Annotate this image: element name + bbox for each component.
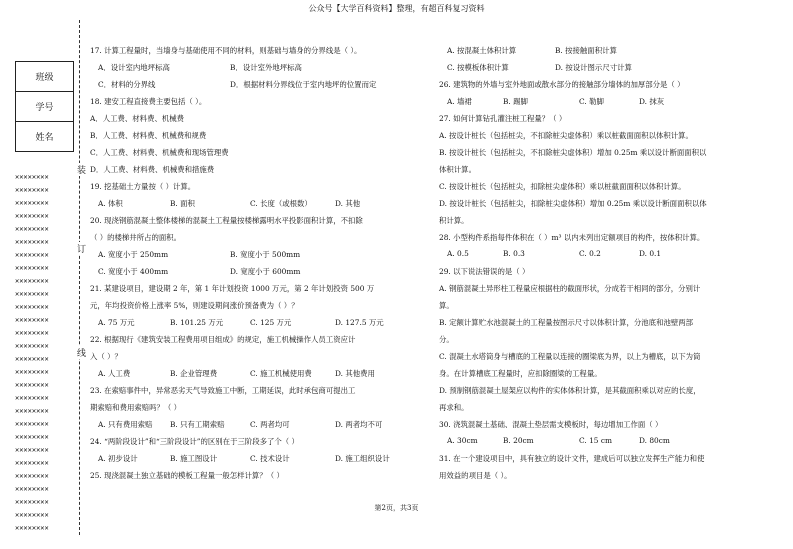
- question-line: 30. 浇筑混凝土基础、混凝土垫层需支模板时，每边增加工作面（ ）: [439, 420, 663, 429]
- answer-option: C. 两者均可: [250, 420, 290, 429]
- answer-option: A. 初步设计: [98, 454, 138, 463]
- question-line: 25. 现浇混凝土独立基础的模板工程量一般怎样计算？（ ）: [90, 471, 284, 480]
- answer-option: B. 面积: [170, 199, 195, 208]
- answer-option: C. 按模板体积计算: [447, 63, 509, 72]
- answer-option: B. 只有工期索赔: [170, 420, 225, 429]
- answer-option: C. 15 cm: [579, 436, 612, 445]
- question-line: 18. 建安工程直接费主要包括（ ）。: [90, 97, 207, 106]
- question-line: 26. 建筑物的外墙与室外地面或散水部分的接触部分墙体的加厚部分是（ ）: [439, 80, 685, 89]
- question-line: 22. 根据现行《建筑安装工程费用项目组成》的规定，施工机械操作人员工资应计: [90, 335, 356, 344]
- answer-option: C. 125 万元: [250, 318, 292, 327]
- answer-option: D. 宽度小于 600mm: [230, 267, 301, 276]
- answer-option: A. 30cm: [447, 436, 478, 445]
- answer-option: D. 80cm: [639, 436, 670, 445]
- answer-option: B. 按接触面积计算: [555, 46, 617, 55]
- answer-option: D. 施工组织设计: [335, 454, 390, 463]
- question-line: 入（ ）？: [90, 352, 122, 361]
- answer-option: D. 抹灰: [639, 97, 665, 106]
- answer-option: A. 按混凝土体积计算: [447, 46, 517, 55]
- student-info-box: [15, 61, 74, 152]
- class-field: 班级: [16, 62, 73, 92]
- answer-option: A. 人工费: [98, 369, 131, 378]
- question-line: 29. 以下说法错误的是（ ）: [439, 267, 530, 276]
- answer-option: B. 0.3: [503, 249, 525, 258]
- question-line: 21. 某建设项目，建设期 2 年，第 1 年计划投资 1000 万元，第 2 年计划投资 500 万: [90, 284, 375, 293]
- answer-option: A. 0.5: [447, 249, 469, 258]
- question-line: A．人工费、材料费、机械费: [90, 114, 185, 123]
- answer-option: B. 20cm: [503, 436, 534, 445]
- question-line: 元，年均投资价格上涨率 5%，则建设期间涨价预备费为（ ）？: [90, 301, 299, 310]
- question-line: D. 按设计桩长（包括桩尖，扣除桩尖虚体积）增加 0.25m 乘以设计断面面积以体: [439, 199, 707, 208]
- question-line: B. 按设计桩长（包括桩尖，不扣除桩尖虚体积）增加 0.25m 乘以设计断面面积以: [439, 148, 707, 157]
- question-line: 31. 在一个建设项目中，具有独立的设计文件，建成后可以独立发挥生产能力和使: [439, 454, 705, 463]
- question-line: C. 按设计桩长（包括桩尖，扣除桩尖虚体积）乘以桩截面面积以体积计算。: [439, 182, 686, 191]
- answer-option: B．设计室外地坪标高: [230, 63, 302, 72]
- question-line: 28. 小型构件系指每件体积在（ ）m³ 以内未列出定额项目的构件，按体积计算。: [439, 233, 705, 242]
- answer-option: A. 宽度小于 250mm: [98, 250, 169, 259]
- answer-option: A. 体积: [98, 199, 123, 208]
- answer-option: B. 宽度小于 500mm: [230, 250, 301, 259]
- name-field: 姓名: [35, 133, 54, 143]
- question-line: 体积计算。: [439, 165, 476, 174]
- binding-cross-pattern: ✕✕✕✕✕✕✕✕ ✕✕✕✕✕✕✕✕ ✕✕✕✕✕✕✕✕ ✕✕✕✕✕✕✕✕ ✕✕✕✕✕✕✕✕ ✕✕✕✕✕✕✕✕ ✕✕✕✕✕✕✕✕ ✕✕✕✕✕✕✕✕ ✕✕✕✕✕✕✕✕ ✕✕✕✕✕✕✕✕ ✕✕✕✕✕✕✕✕ ✕✕✕✕✕✕✕✕ ✕✕✕✕✕✕✕✕ ✕✕✕✕✕✕✕✕ ✕✕✕✕✕✕✕✕ ✕✕✕✕✕✕✕✕ ✕✕✕✕✕✕✕✕ ✕✕✕✕✕✕✕✕ ✕✕✕✕✕✕✕✕ ✕✕✕✕✕✕✕✕ ✕✕✕✕✕✕✕✕ ✕✕✕✕✕✕✕✕ ✕✕✕✕✕✕✕✕ ✕✕✕✕✕✕✕✕ ✕✕✕✕✕✕✕✕ ✕✕✕✕✕✕✕✕ ✕✕✕✕✕✕✕✕ ✕✕✕✕✕✕✕✕: [15, 173, 49, 532]
- answer-option: D. 其他费用: [335, 369, 375, 378]
- binding-line: [79, 20, 80, 535]
- answer-option: B. 踢脚: [503, 97, 528, 106]
- question-line: 27. 如何计算钻孔灌注桩工程量？（ ）: [439, 114, 567, 123]
- page-footer: 第2页，共3页: [374, 504, 419, 512]
- answer-option: D．根据材料分界线位于室内地坪的位置而定: [230, 80, 377, 89]
- answer-option: C. 勒脚: [579, 97, 604, 106]
- answer-option: A. 墙裙: [447, 97, 472, 106]
- question-line: 算。: [439, 301, 454, 310]
- question-line: A. 钢筋混凝土异形柱工程量应根据柱的截面形状，分成若干相同的部分，分别计: [439, 284, 701, 293]
- answer-option: D. 其他: [335, 199, 361, 208]
- question-line: 20. 现浇钢筋混凝土整体楼梯的混凝土工程量按楼梯露明水平投影面积计算，不扣除: [90, 216, 363, 225]
- question-line: 再求和。: [439, 403, 469, 412]
- binding-mark-zhuang: 装: [75, 163, 88, 176]
- answer-option: A. 只有费用索赔: [98, 420, 153, 429]
- question-line: 23. 在索赔事件中，异常恶劣天气导致施工中断，工期延误，此时承包商可提出工: [90, 386, 356, 395]
- answer-option: D. 0.1: [639, 249, 662, 258]
- question-line: D．人工费、材料费、机械费和措施费: [90, 165, 215, 174]
- answer-option: C. 施工机械使用费: [250, 369, 312, 378]
- question-line: 17. 计算工程量时，当墙身与基础使用不同的材料，则基础与墙身的分界线是（ ）。: [90, 46, 362, 55]
- question-line: A. 按设计桩长（包括桩尖，不扣除桩尖虚体积）乘以桩截面面积以体积计算。: [439, 131, 693, 140]
- question-line: D. 预制钢筋混凝土屋架应以构件的实体体积计算，是其截面积乘以对应的长度，: [439, 386, 701, 395]
- question-line: C．人工费、材料费、机械费和现场管理费: [90, 148, 229, 157]
- answer-option: B. 101.25 万元: [170, 318, 224, 327]
- binding-mark-xian: 线: [75, 346, 88, 359]
- question-line: 用效益的项目是（ ）。: [439, 471, 512, 480]
- answer-option: C. 0.2: [579, 249, 601, 258]
- answer-option: C. 宽度小于 400mm: [98, 267, 169, 276]
- student-id-field: 学号: [16, 92, 73, 122]
- answer-option: C. 技术设计: [250, 454, 290, 463]
- answer-option: A．设计室内地坪标高: [98, 63, 170, 72]
- answer-option: A. 75 万元: [98, 318, 135, 327]
- question-line: （ ）的楼梯井所占的面积。: [90, 233, 182, 242]
- question-line: C. 混凝土水塔筒身与槽底的工程量以连接的圈梁底为界，以上为槽底，以下为筒: [439, 352, 701, 361]
- question-line: 19. 挖基础土方量按（ ）计算。: [90, 182, 196, 191]
- answer-option: B. 施工图设计: [170, 454, 218, 463]
- answer-option: D. 127.5 万元: [335, 318, 384, 327]
- question-line: B．人工费、材料费、机械费和规费: [90, 131, 207, 140]
- binding-mark-ding: 订: [75, 242, 88, 255]
- question-line: B. 定额计算贮水池混凝土的工程量按图示尺寸以体积计算，分池底和池壁两部: [439, 318, 694, 327]
- question-line: 期索赔和费用索赔吗？（ ）: [90, 403, 182, 412]
- page-header: 公众号【大学百科资料】整理，有超百科复习资料: [308, 4, 485, 13]
- question-line: 分。: [439, 335, 454, 344]
- answer-option: C．材料的分界线: [98, 80, 156, 89]
- answer-option: D. 按设计图示尺寸计算: [555, 63, 632, 72]
- question-line: 积计算。: [439, 216, 469, 225]
- answer-option: D. 两者均不可: [335, 420, 383, 429]
- question-line: 身。在计算槽底工程量时，应扣除圈梁的工程量。: [439, 369, 602, 378]
- answer-option: C. 长度（或根数）: [250, 199, 312, 208]
- question-line: 24. “两阶段设计”和“三阶段设计”的区别在于三阶段多了个（ ）: [90, 437, 299, 446]
- answer-option: B. 企业管理费: [170, 369, 218, 378]
